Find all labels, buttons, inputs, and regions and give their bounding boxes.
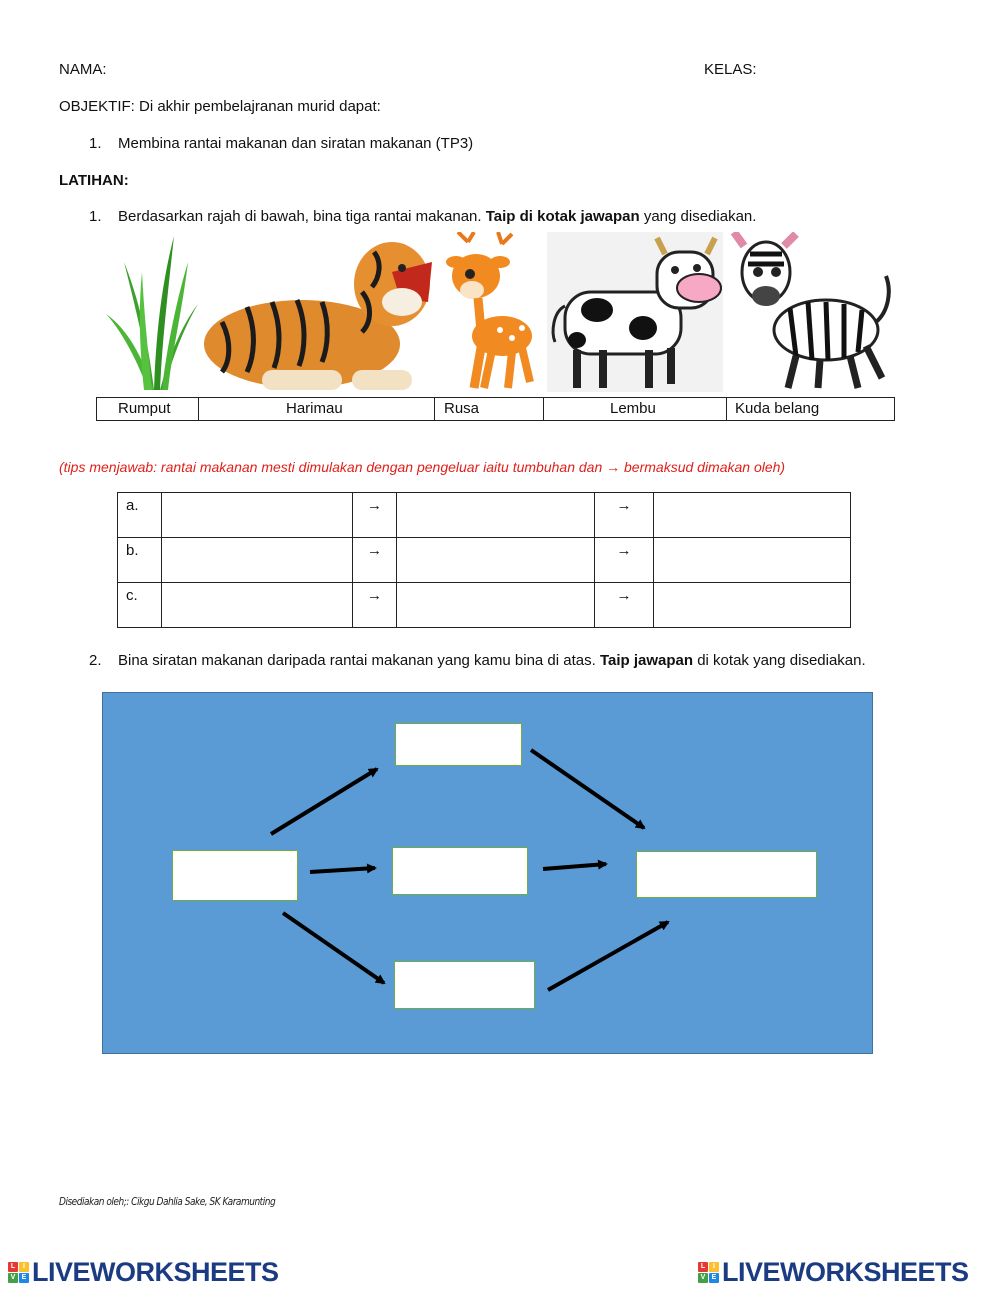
answer-a1-input[interactable] [166, 495, 348, 529]
logo-text: LIVEWORKSHEETS [32, 1256, 279, 1287]
logo-blocks-icon: L I V E [698, 1262, 719, 1283]
label-rumput: Rumput [97, 398, 199, 420]
label-lembu: Lembu [544, 398, 727, 420]
label-rusa: Rusa [435, 398, 544, 420]
objektif-item-text: Membina rantai makanan dan siratan makanan (TP3) [118, 135, 474, 152]
arrow-down-left [283, 913, 384, 983]
arrow-up-left [271, 769, 377, 834]
logo-blocks-icon: L I V E [8, 1262, 29, 1283]
animal-label-row [96, 397, 895, 421]
grass-image [104, 232, 200, 392]
food-web-panel [102, 692, 873, 1054]
row-label-c: c. [118, 583, 162, 628]
web-box-middle [392, 847, 528, 895]
web-middle-input[interactable] [393, 848, 527, 894]
nama-label: NAMA: [59, 61, 107, 78]
answer-a3-input[interactable] [658, 495, 846, 529]
arrow-down-right [548, 922, 668, 990]
latihan-title: LATIHAN: [59, 172, 129, 189]
kelas-label: KELAS: [704, 61, 757, 78]
deer-image [438, 232, 542, 392]
answer-b3-input[interactable] [658, 540, 846, 574]
row-label-b: b. [118, 538, 162, 583]
liveworksheets-logo-right [698, 1258, 969, 1286]
arrow-icon: → [353, 583, 397, 628]
web-box-top [395, 723, 522, 766]
label-kuda-belang: Kuda belang [735, 400, 820, 417]
web-box-right [636, 851, 817, 898]
web-top-input[interactable] [396, 724, 521, 765]
tiger-image [202, 232, 434, 392]
label-harimau: Harimau [199, 398, 435, 420]
question1-text: Berdasarkan rajah di bawah, bina tiga rantai makanan. Taip di kotak jawapan yang disediakan. [118, 208, 757, 225]
answer-a2-input[interactable] [401, 495, 590, 529]
row-label-a: a. [118, 493, 162, 538]
web-right-input[interactable] [637, 852, 816, 897]
answer-c2-input[interactable] [401, 585, 590, 619]
credit-text: Disediakan oleh;: Cikgu Dahlia Sake, SK Karamunting [59, 1195, 276, 1208]
table-row [118, 538, 851, 583]
zebra-image [726, 232, 898, 392]
web-box-left [172, 850, 298, 901]
arrow-icon: → [595, 538, 654, 583]
tips-text: (tips menjawab: rantai makanan mesti dimulakan dengan pengeluar iaitu tumbuhan dan → bermaksud dimakan oleh) [59, 459, 786, 475]
table-row [118, 493, 851, 538]
answer-table [117, 492, 851, 628]
question2-text: Bina siratan makanan daripada rantai makanan yang kamu bina di atas. Taip jawapan di kotak yang disediakan. [118, 652, 866, 669]
answer-c3-input[interactable] [658, 585, 846, 619]
answer-c1-input[interactable] [166, 585, 348, 619]
answer-b2-input[interactable] [401, 540, 590, 574]
question1-number: 1. [89, 208, 102, 225]
question2-number: 2. [89, 652, 102, 669]
arrow-up-right [531, 750, 644, 828]
web-bottom-input[interactable] [395, 962, 534, 1008]
arrow-icon: → [595, 583, 654, 628]
arrow-icon: → [595, 493, 654, 538]
arrow-icon: → [606, 459, 621, 475]
answer-b1-input[interactable] [166, 540, 348, 574]
arrow-icon: → [353, 493, 397, 538]
objektif-title: OBJEKTIF: Di akhir pembelajranan murid dapat: [59, 98, 381, 115]
logo-text: LIVEWORKSHEETS [722, 1256, 969, 1287]
cow-image [547, 232, 723, 392]
web-box-bottom [394, 961, 535, 1009]
table-row [118, 583, 851, 628]
arrow-mid-right [543, 864, 606, 869]
liveworksheets-logo-left [8, 1258, 279, 1286]
web-left-input[interactable] [173, 851, 297, 900]
arrow-icon: → [353, 538, 397, 583]
objektif-item-number: 1. [89, 135, 102, 152]
arrow-mid-left [310, 868, 375, 872]
